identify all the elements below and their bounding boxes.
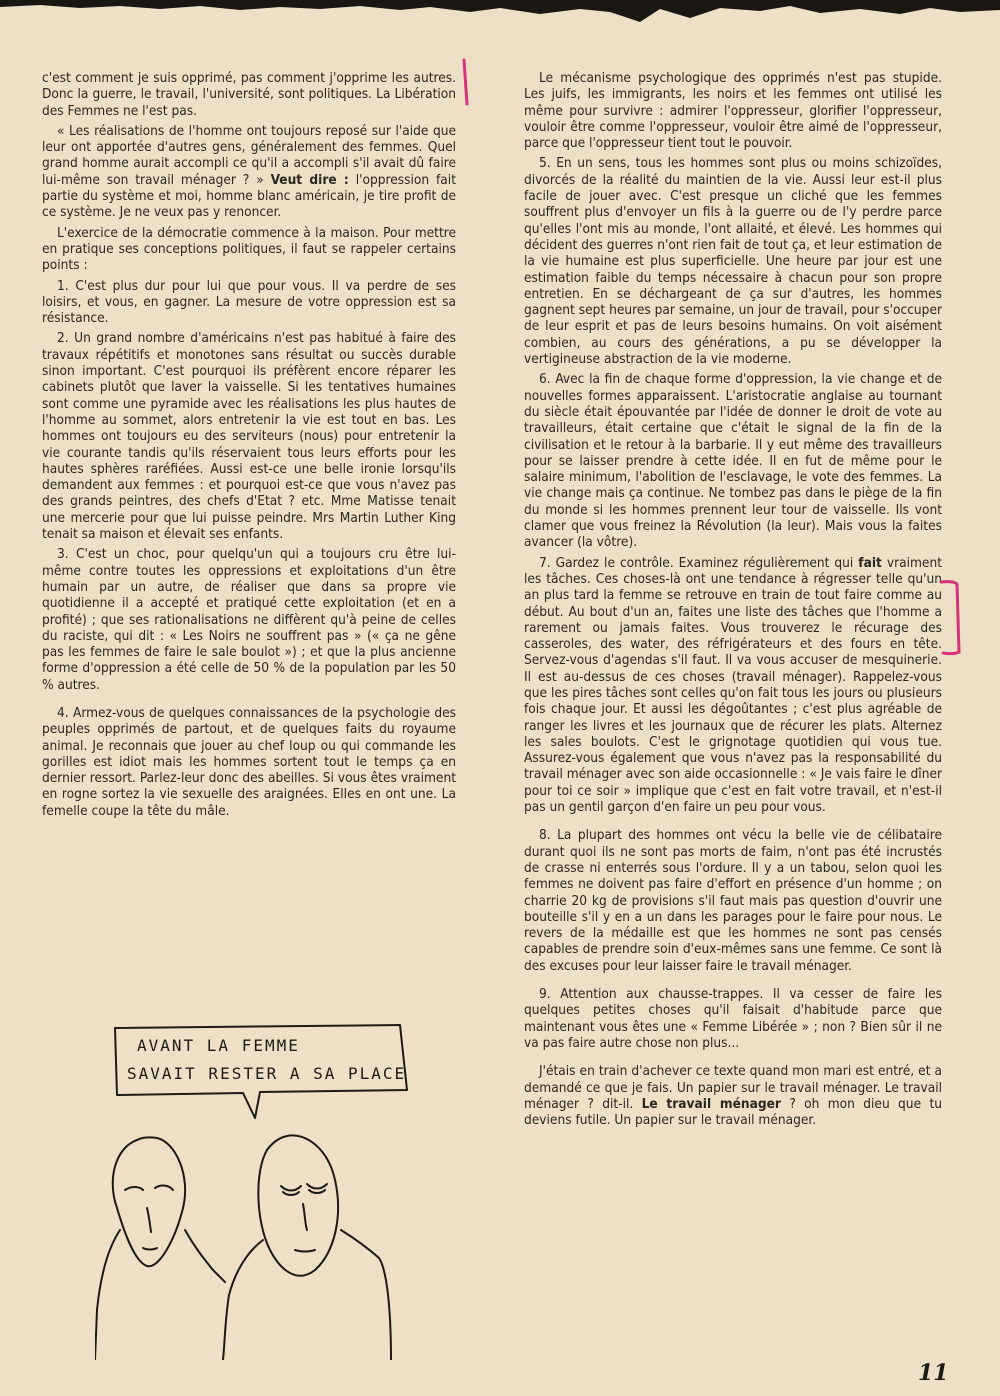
point-5: 5. En un sens, tous les hommes sont plus ou moins schizoïdes, divorcés de la réalité du maintien de la vie. Aussi leur est-il plus facile de jouer avec. C'est presque un cliché que les femmes souffrent plus d'envoyer un fils à la guerre ou de l'y perdre parce qu'elles l'ont mis au monde, l'ont allaité, et élevé. Les hommes qui décident des guerres n'ont rien fait de tout ça, et leur estimation de la vie humaine est plus superficielle. Une heure par jour est une estimation faible du temps nécessaire à chacun pour son propre entretien. En se déchargeant de ça sur d'autres, les hommes gagnent sept heures par semaine, un jour de travail, pour s'occuper de leur esprit et pas de leurs besoins humains. On voit aisément combien, au cours des générations, a pu se développer la vertigineuse abstraction de la vie moderne.	[524, 155, 942, 368]
point-1: 1. C'est plus dur pour lui que pour vous. Il va perdre de ses loisirs, et vous, en gagner. La mesure de votre oppression est sa résistance.	[42, 277, 456, 327]
bold-word: fait	[858, 554, 882, 571]
point-2: 2. Un grand nombre d'américains n'est pas habitué à faire des travaux répétitifs et monotones sans résultat ou succès durable sinon important. C'est pourquoi ils préfèrent encore réparer les cabinets plutôt que laver la vaisselle. Si les tentatives humaines sont comme une pyramide avec les réalisations les plus hautes de l'homme au sommet, alors entretenir la vie est tout en bas. Les hommes ont toujours eu des serviteurs (nous) pour entretenir la vie courante tandis qu'ils réservaient tous leurs efforts pour les hautes sphères raréfiées. Aussi est-ce une belle ironie lorsqu'ils demandent aux femmes : et pourquoi est-ce que vous n'avez pas des grands peintres, des chefs d'Etat ? etc. Mme Matisse tenait une mercerie pour que lui puisse peindre. Mrs Martin Luther King tenait sa maison et élevait ses enfants.	[42, 330, 456, 543]
cartoon-illustration	[95, 1020, 425, 1360]
marker-bracket	[935, 574, 965, 664]
paragraph: c'est comment je suis opprimé, pas comment j'opprime les autres. Donc la guerre, le travail, l'université, sont politiques. La Libération des Femmes ne l'est pas.	[42, 70, 456, 119]
left-column	[42, 70, 456, 823]
point-6: 6. Avec la fin de chaque forme d'oppression, la vie change et de nouvelles formes apparaissent. L'aristocratie anglaise au tournant du siècle était épouvantée par l'idée de donner le droit de vote au travailleurs, était certaine que c'était le signal de la fin de la civilisation et le retour à la barbarie. Il y eut même des travailleurs pour se laisser prendre à cette idée. Il en fut de même pour le salaire minimum, l'abolition de l'esclavage, le vote des femmes. La vie change mais ça continue. Ne tombez pas dans le piège de la fin du monde si les hommes prennent leur tour de vaisselle. Ils vont clamer que vous freinez la Révolution (la leur). Mais vous la faites avancer (la vôtre).	[524, 371, 942, 551]
speech-bubble-line-1: AVANT LA FEMME	[137, 1036, 300, 1055]
bold-phrase: Veut dire :	[270, 171, 349, 188]
bold-phrase: Le travail ménager	[641, 1095, 781, 1112]
paragraph: L'exercice de la démocratie commence à la maison. Pour mettre en pratique ses conceptions politiques, il faut se rappeler certains points :	[42, 224, 456, 274]
right-figure-body	[223, 1230, 391, 1360]
closing-paragraph: J'étais en train d'achever ce texte quand mon mari est entré, et a demandé ce que je fais. Un papier sur le travail ménager. Le travail ménager ? dit-il. Le travail ménager ? oh mon dieu que tu deviens futile. Un papier sur le travail ménager.	[524, 1063, 942, 1129]
right-column	[524, 70, 942, 1132]
torn-page-edge	[0, 0, 1000, 32]
point-9: 9. Attention aux chausse-trappes. Il va cesser de faire les quelques petites choses qu'il faisait d'habitude parce que maintenant vous êtes une « Femme Libérée » ; non ? Bien sûr il ne va pas faire autre chose non plus...	[524, 986, 942, 1051]
point-3: 3. C'est un choc, pour quelqu'un qui a toujours cru être lui-même contre toutes les oppressions et exploitations d'un être humain par un autre, de réaliser que dans sa propre vie quotidienne il a accepté et pratiqué cette exploitation (et en a profité) ; que ses rationalisations ne diffèrent qu'à peine de celles du raciste, qui dit : « Les Noirs ne souffrent pas » (« ça ne gêne pas les femmes de faire le sale boulot ») ; et que la plus ancienne forme d'oppression a été celle de 50 % de la population par les 50 % autres.	[42, 546, 456, 693]
point-8: 8. La plupart des hommes ont vécu la belle vie de célibataire durant quoi ils ne sont pas morts de faim, n'ont pas été incrustés de crasse ni enterrés sous l'ordure. Il y a un tabou, selon quoi les femmes ne doivent pas faire d'effort en présence d'un homme ; on charrie 20 kg de provisions s'il faut mais pas question d'ouvrir une bouteille s'il y en a un dans les parages pour le faire pour nous. Le revers de la médaille est que les hommes ne sont pas censés capables de prendre soin d'eux-mêmes sans une femme. Ce sont là des excuses pour leur laisser faire le travail ménager.	[524, 827, 942, 974]
page-number: 11	[918, 1360, 949, 1386]
speech-bubble-line-2: SAVAIT RESTER A SA PLACE	[127, 1064, 407, 1083]
marker-vertical-line	[455, 58, 475, 108]
right-figure-head	[258, 1135, 338, 1275]
point-7: 7. Gardez le contrôle. Examinez régulièrement qui fait vraiment les tâches. Ces choses-là ont une tendance à régresser telle qu'un an plus tard la femme se retrouve en train de tout faire comme au début. Au bout d'un an, faites une liste des tâches que l'homme a rarement ou jamais faites. Vous trouverez le récurage des casseroles, des water, des réfrigérateurs et des fours en tête. Servez-vous d'agendas s'il faut. Il va vous accuser de mesquinerie. Il est au-dessus de ces choses (travail ménager). Rappelez-vous que les pires tâches sont celles qu'on fait tous les jours ou plusieurs fois chaque jour. Et aussi les dégoûtantes ; c'est plus agréable de ranger les livres et les journaux que de récurer les plats. Alternez les sales boulots. C'est le grignotage quotidien qui vous tue. Assurez-vous également que vous n'avez pas la responsabilité du travail ménager avec son aide occasionnelle : « Je vais faire le dîner pour toi ce soir » implique que c'est en fait votre travail, et n'est-il pas un gentil garçon d'en faire un peu pour vous.	[524, 554, 942, 816]
paragraph: Le mécanisme psychologique des opprimés n'est pas stupide. Les juifs, les immigrants, les noirs et les femmes ont utilisé les même pour survivre : admirer l'oppresseur, glorifier l'oppresseur, vouloir être comme l'oppresseur, vouloir être aimé de l'oppresseur, parce que l'oppresseur tient tout le pouvoir.	[524, 70, 942, 152]
paragraph: « Les réalisations de l'homme ont toujours reposé sur l'aide que leur ont apportée d'autres gens, généralement des femmes. Quel grand homme aurait accompli ce qu'il a accompli s'il avait dû faire lui-même son travail ménager ? » Veut dire : l'oppression fait partie du système et moi, homme blanc américain, je tire profit de ce système. Je ne veux pas y renoncer.	[42, 122, 456, 221]
left-figure-body	[95, 1230, 225, 1360]
left-figure-head	[113, 1137, 185, 1266]
point-4: 4. Armez-vous de quelques connaissances de la psychologie des peuples opprimés de partout, et de quelques faits du royaume animal. Je reconnais que jouer au chef loup ou qui commande les gorilles est idiot mais les hommes sortent tout le temps ça en dernier ressort. Parlez-leur donc des abeilles. Si vous êtes vraiment en rogne sortez la vie sexuelle des araignées. Elles en ont une. La femelle coupe la tête du mâle.	[42, 704, 456, 819]
